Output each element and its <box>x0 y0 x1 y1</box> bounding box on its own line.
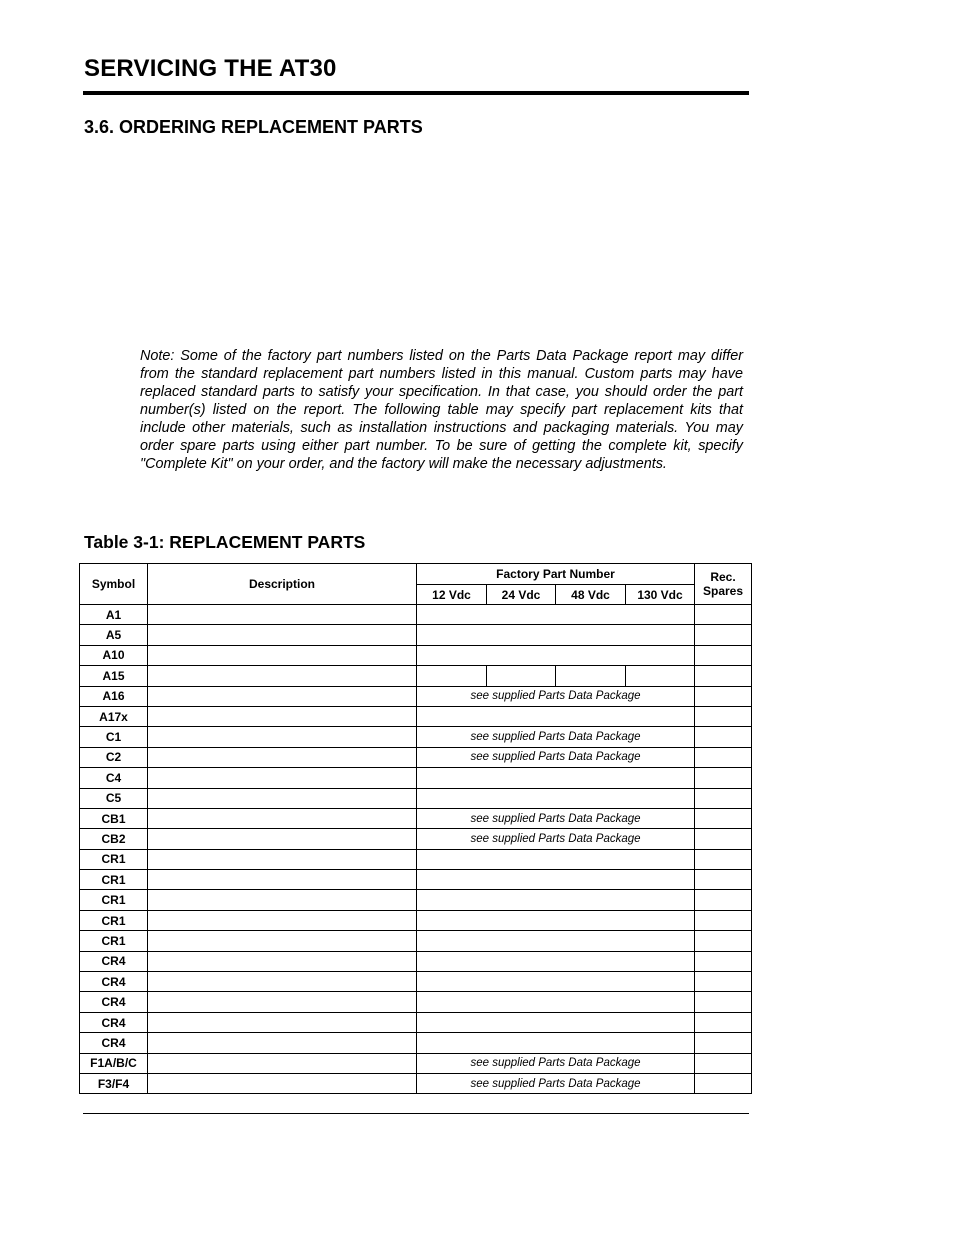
symbol-column-header: Symbol <box>80 564 148 605</box>
description-cell <box>148 808 417 828</box>
rec-spares-cell <box>695 992 752 1012</box>
rec-spares-cell <box>695 1053 752 1073</box>
table-row <box>80 706 752 726</box>
factory-part-number-cell <box>417 890 695 910</box>
rec-spares-cell <box>695 890 752 910</box>
rec-spares-cell <box>695 829 752 849</box>
symbol-cell: A1 <box>80 605 148 625</box>
rec-spares-cell <box>695 870 752 890</box>
table-row <box>80 808 752 828</box>
factory-part-number-cell <box>417 972 695 992</box>
rec-spares-header: Rec. Spares <box>695 564 752 605</box>
factory-part-number-cell: see supplied Parts Data Package <box>417 1073 695 1093</box>
description-cell <box>148 727 417 747</box>
factory-part-number-cell: see supplied Parts Data Package <box>417 727 695 747</box>
factory-part-number-cell <box>417 645 695 665</box>
symbol-cell: CR1 <box>80 849 148 869</box>
footer-rule <box>83 1113 749 1114</box>
description-cell <box>148 788 417 808</box>
rec-spares-cell <box>695 625 752 645</box>
factory-part-number-cell <box>417 1012 695 1032</box>
rec-spares-cell <box>695 768 752 788</box>
factory-part-number-cell <box>417 910 695 930</box>
description-cell <box>148 666 417 686</box>
parts-table-body <box>80 605 752 1094</box>
factory-part-number-header: Factory Part Number <box>417 564 695 585</box>
symbol-cell: CB1 <box>80 808 148 828</box>
voltage-header-130vdc: 130 Vdc <box>626 585 695 605</box>
symbol-cell: A16 <box>80 686 148 706</box>
factory-part-number-cell: see supplied Parts Data Package <box>417 686 695 706</box>
symbol-cell: F3/F4 <box>80 1073 148 1093</box>
symbol-cell: CR4 <box>80 951 148 971</box>
rec-spares-cell <box>695 788 752 808</box>
part-number-cell <box>556 666 626 686</box>
table-row <box>80 992 752 1012</box>
symbol-cell: C2 <box>80 747 148 767</box>
description-cell <box>148 768 417 788</box>
description-cell <box>148 910 417 930</box>
table-row <box>80 1033 752 1053</box>
description-cell <box>148 931 417 951</box>
part-number-cell <box>487 666 556 686</box>
table-row <box>80 788 752 808</box>
description-cell <box>148 870 417 890</box>
table-caption: Table 3-1: REPLACEMENT PARTS <box>84 532 366 552</box>
description-cell <box>148 605 417 625</box>
factory-part-number-cell <box>417 931 695 951</box>
table-row <box>80 645 752 665</box>
symbol-cell: C1 <box>80 727 148 747</box>
symbol-cell: A15 <box>80 666 148 686</box>
table-row <box>80 747 752 767</box>
symbol-cell: CR4 <box>80 1033 148 1053</box>
rec-spares-cell <box>695 808 752 828</box>
description-cell <box>148 972 417 992</box>
table-row <box>80 666 752 686</box>
table-row <box>80 951 752 971</box>
rec-spares-cell <box>695 666 752 686</box>
factory-part-number-cell <box>417 768 695 788</box>
factory-part-number-cell <box>417 625 695 645</box>
section-heading: 3.6. ORDERING REPLACEMENT PARTS <box>84 117 423 137</box>
table-row <box>80 1053 752 1073</box>
factory-part-number-cell <box>417 788 695 808</box>
factory-part-number-cell <box>417 870 695 890</box>
table-row <box>80 870 752 890</box>
description-cell <box>148 1073 417 1093</box>
table-row <box>80 829 752 849</box>
symbol-cell: CR1 <box>80 931 148 951</box>
description-cell <box>148 829 417 849</box>
symbol-cell: CR1 <box>80 910 148 930</box>
factory-part-number-cell: see supplied Parts Data Package <box>417 747 695 767</box>
factory-part-number-cell: see supplied Parts Data Package <box>417 829 695 849</box>
symbol-cell: CR4 <box>80 992 148 1012</box>
rec-spares-cell <box>695 972 752 992</box>
symbol-cell: F1A/B/C <box>80 1053 148 1073</box>
rec-spares-cell <box>695 645 752 665</box>
part-number-cell <box>417 666 487 686</box>
description-cell <box>148 686 417 706</box>
description-cell <box>148 1012 417 1032</box>
factory-part-number-cell: see supplied Parts Data Package <box>417 1053 695 1073</box>
voltage-header-24vdc: 24 Vdc <box>487 585 556 605</box>
rec-spares-cell <box>695 727 752 747</box>
symbol-cell: CR4 <box>80 1012 148 1032</box>
factory-part-number-cell <box>417 1033 695 1053</box>
description-cell <box>148 849 417 869</box>
rec-spares-cell <box>695 747 752 767</box>
table-row <box>80 686 752 706</box>
rec-spares-cell <box>695 951 752 971</box>
table-row <box>80 910 752 930</box>
table-row <box>80 605 752 625</box>
rec-spares-cell <box>695 910 752 930</box>
symbol-cell: CB2 <box>80 829 148 849</box>
table-row <box>80 972 752 992</box>
page-header-title: SERVICING THE AT30 <box>84 55 337 82</box>
factory-part-number-cell <box>417 706 695 726</box>
table-row <box>80 931 752 951</box>
table-row <box>80 1012 752 1032</box>
rec-spares-cell <box>695 1012 752 1032</box>
factory-part-number-cell: see supplied Parts Data Package <box>417 808 695 828</box>
symbol-cell: CR1 <box>80 890 148 910</box>
description-column-header: Description <box>148 564 417 605</box>
description-cell <box>148 1033 417 1053</box>
table-row <box>80 849 752 869</box>
rec-spares-cell <box>695 605 752 625</box>
note-paragraph: Note: Some of the factory part numbers listed on the Parts Data Package report may differ from the standard replacement part numbers listed in this manual. Custom parts may have replaced standard parts to satisfy your specification. In that case, you should order the part number(s) listed on the report. The following table may specify part replacement kits that include other materials, such as installation instructions and packaging materials. You may order spare parts using either part number. To be sure of getting the complete kit, specify "Complete Kit" on your order, and the factory will make the necessary adjustments. <box>140 348 743 472</box>
description-cell <box>148 1053 417 1073</box>
description-cell <box>148 706 417 726</box>
factory-part-number-cell <box>417 992 695 1012</box>
symbol-cell: CR4 <box>80 972 148 992</box>
symbol-cell: A5 <box>80 625 148 645</box>
table-row <box>80 727 752 747</box>
description-cell <box>148 992 417 1012</box>
rec-spares-cell <box>695 686 752 706</box>
description-cell <box>148 747 417 767</box>
replacement-parts-table <box>79 563 752 1094</box>
table-row <box>80 768 752 788</box>
symbol-cell: A17x <box>80 706 148 726</box>
header-rule <box>83 91 749 95</box>
voltage-header-48vdc: 48 Vdc <box>556 585 626 605</box>
table-row <box>80 1073 752 1093</box>
description-cell <box>148 951 417 971</box>
voltage-header-12vdc: 12 Vdc <box>417 585 487 605</box>
factory-part-number-cell <box>417 605 695 625</box>
rec-spares-cell <box>695 931 752 951</box>
table-row <box>80 890 752 910</box>
factory-part-number-cell <box>417 849 695 869</box>
rec-spares-cell <box>695 849 752 869</box>
description-cell <box>148 645 417 665</box>
table-row <box>80 625 752 645</box>
part-number-cell <box>626 666 695 686</box>
factory-part-number-cell <box>417 951 695 971</box>
symbol-cell: C5 <box>80 788 148 808</box>
rec-spares-cell <box>695 1033 752 1053</box>
symbol-cell: C4 <box>80 768 148 788</box>
description-cell <box>148 625 417 645</box>
symbol-cell: CR1 <box>80 870 148 890</box>
description-cell <box>148 890 417 910</box>
rec-spares-cell <box>695 1073 752 1093</box>
symbol-cell: A10 <box>80 645 148 665</box>
rec-spares-cell <box>695 706 752 726</box>
